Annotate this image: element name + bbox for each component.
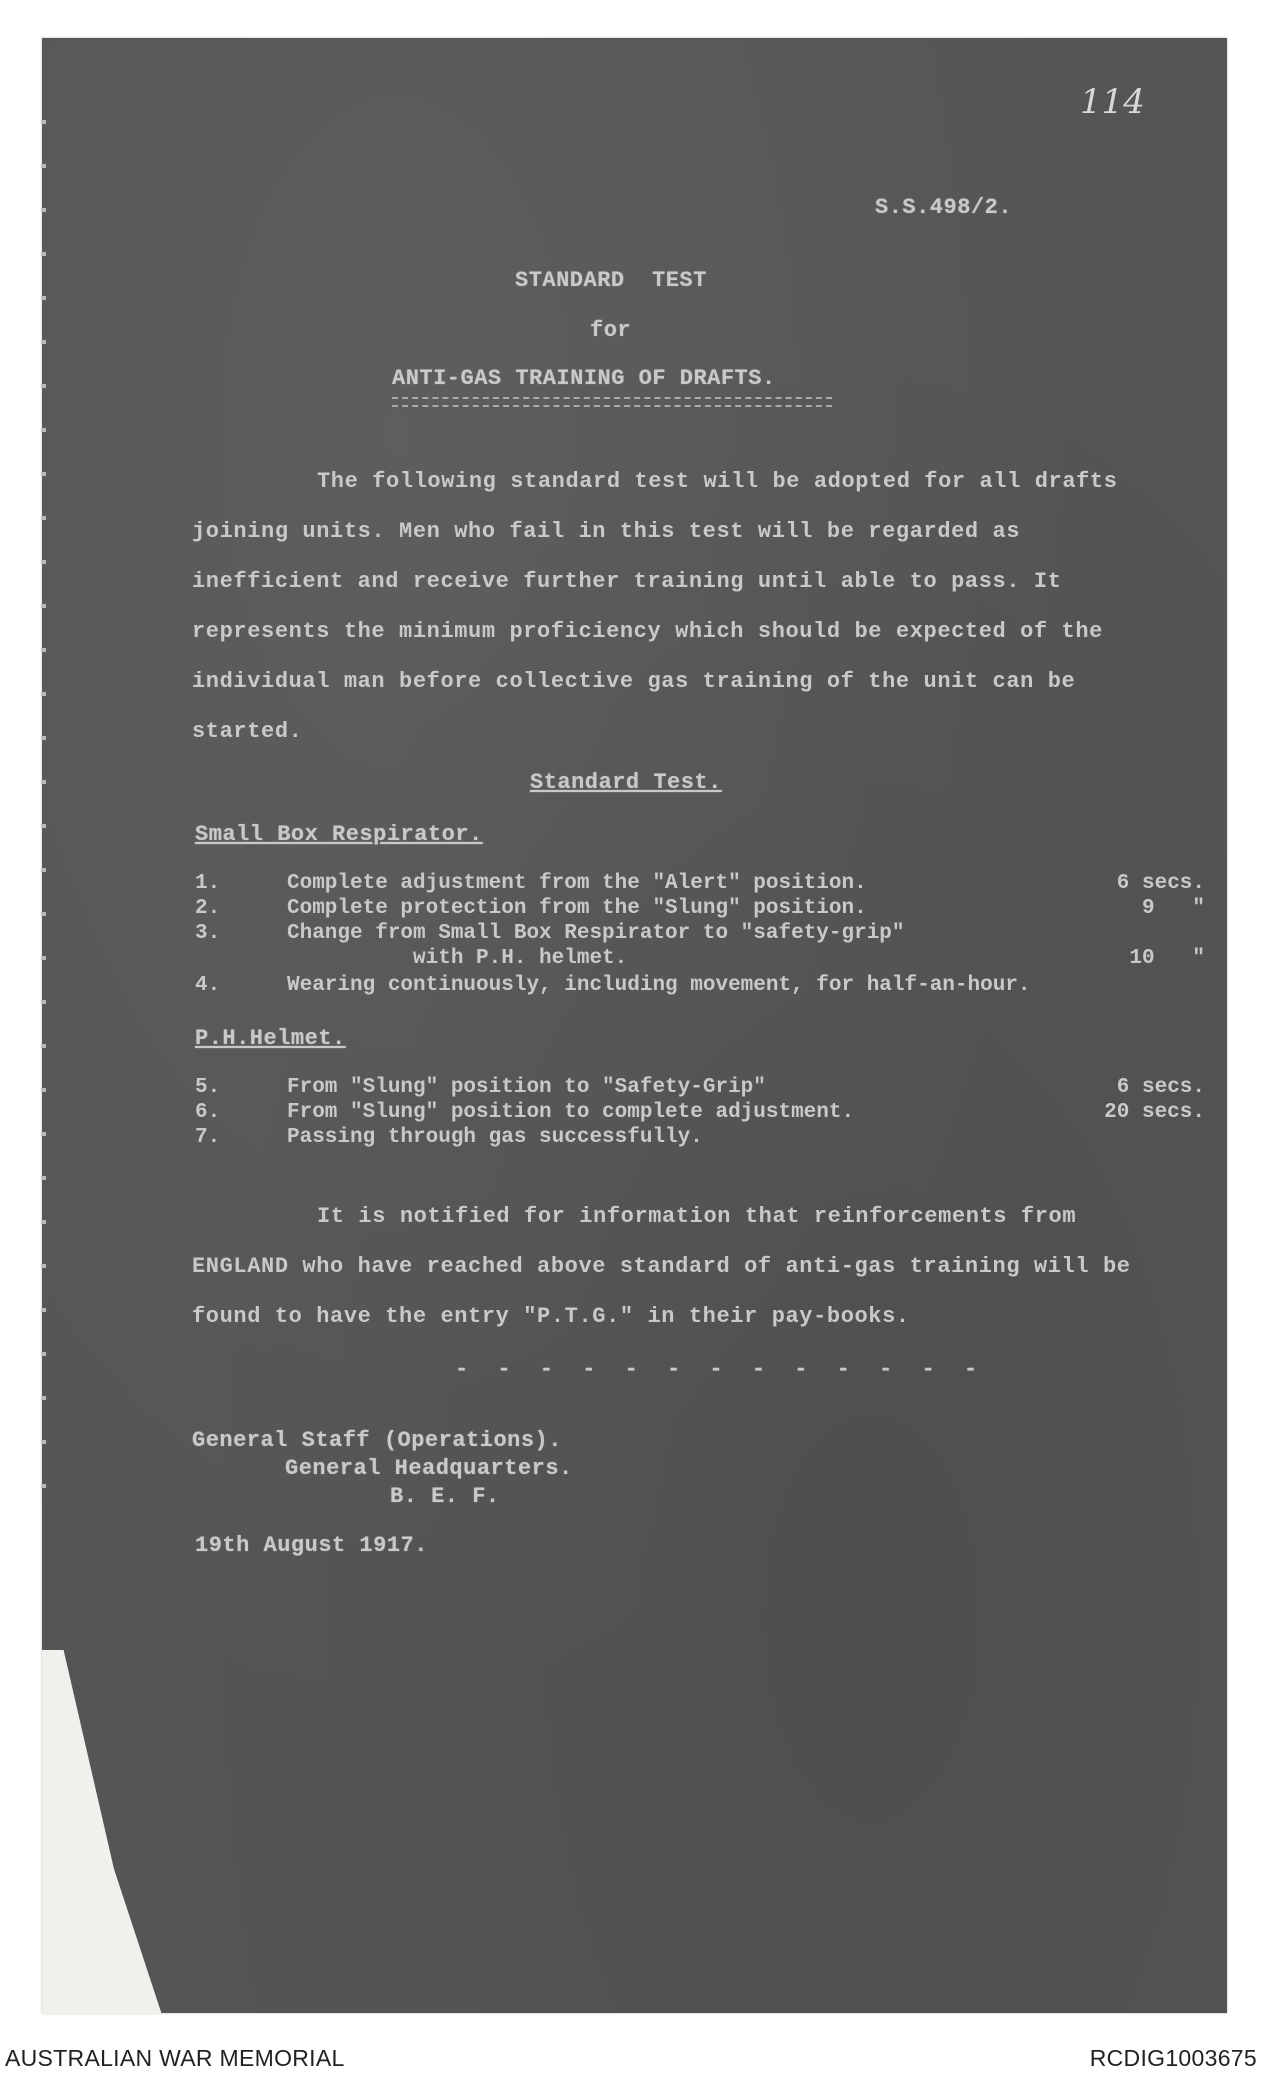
- archive-caption-right: RCDIG1003675: [1089, 2045, 1257, 2071]
- archive-caption-left: AUSTRALIAN WAR MEMORIAL: [5, 2045, 345, 2071]
- closing-paragraph: It is notified for information that reinforcements from ENGLAND who have reached above standard of anti-gas training will be found to have the entry "P.T.G." in their pay-books.: [192, 1204, 1131, 1329]
- intro-paragraph: The following standard test will be adopted for all drafts joining units. Men who fail in this test will be regarded as inefficient and receive further training until able to pass. It represents the minimum proficiency which should be expected of the individual man before collective gas training of the unit can be started.: [192, 469, 1118, 744]
- item-text: Passing through gas successfully.: [287, 1126, 703, 1149]
- item-time: 6 secs.: [1116, 1076, 1205, 1099]
- standard-test-subheading: Standard Test.: [530, 770, 722, 795]
- item-number: 5.: [195, 1076, 221, 1099]
- item-text: From "Slung" position to "Safety-Grip": [287, 1076, 766, 1099]
- signature-line-1: General Staff (Operations).: [192, 1428, 562, 1453]
- item-time: 9 ": [1141, 897, 1205, 920]
- item-text: Wearing continuously, including movement, for half-an-hour.: [287, 974, 1031, 997]
- perforated-edge: [38, 120, 52, 1620]
- title-line-3: ANTI-GAS TRAINING OF DRAFTS.: [392, 366, 776, 391]
- item-number: 3.: [195, 922, 221, 945]
- document-date: 19th August 1917.: [195, 1533, 428, 1558]
- item-time: 6 secs.: [1116, 872, 1205, 895]
- item-number: 6.: [195, 1101, 221, 1124]
- document-reference: S.S.498/2.: [875, 195, 1013, 220]
- item-time: 10 ": [1129, 947, 1205, 970]
- signature-line-2: General Headquarters.: [285, 1456, 573, 1481]
- section-heading-respirator: Small Box Respirator.: [195, 822, 483, 847]
- item-time: 20 secs.: [1104, 1101, 1205, 1124]
- divider: - - - - - - - - - - - - -: [455, 1357, 986, 1382]
- item-text: From "Slung" position to complete adjustment.: [287, 1101, 855, 1124]
- item-number: 4.: [195, 974, 221, 997]
- item-number: 1.: [195, 872, 221, 895]
- folio-number: 114: [1080, 82, 1145, 122]
- item-text: with P.H. helmet.: [287, 947, 628, 970]
- title-line-2: for: [590, 318, 632, 343]
- title-line-1: STANDARD TEST: [515, 268, 707, 293]
- item-text: Complete adjustment from the "Alert" position.: [287, 872, 867, 895]
- signature-line-3: B. E. F.: [390, 1484, 500, 1509]
- item-number: 7.: [195, 1126, 221, 1149]
- item-number: 2.: [195, 897, 221, 920]
- section-heading-helmet: P.H.Helmet.: [195, 1026, 346, 1051]
- title-underline: [392, 397, 832, 407]
- item-text: Complete protection from the "Slung" position.: [287, 897, 867, 920]
- item-text: Change from Small Box Respirator to "safety-grip": [287, 922, 905, 945]
